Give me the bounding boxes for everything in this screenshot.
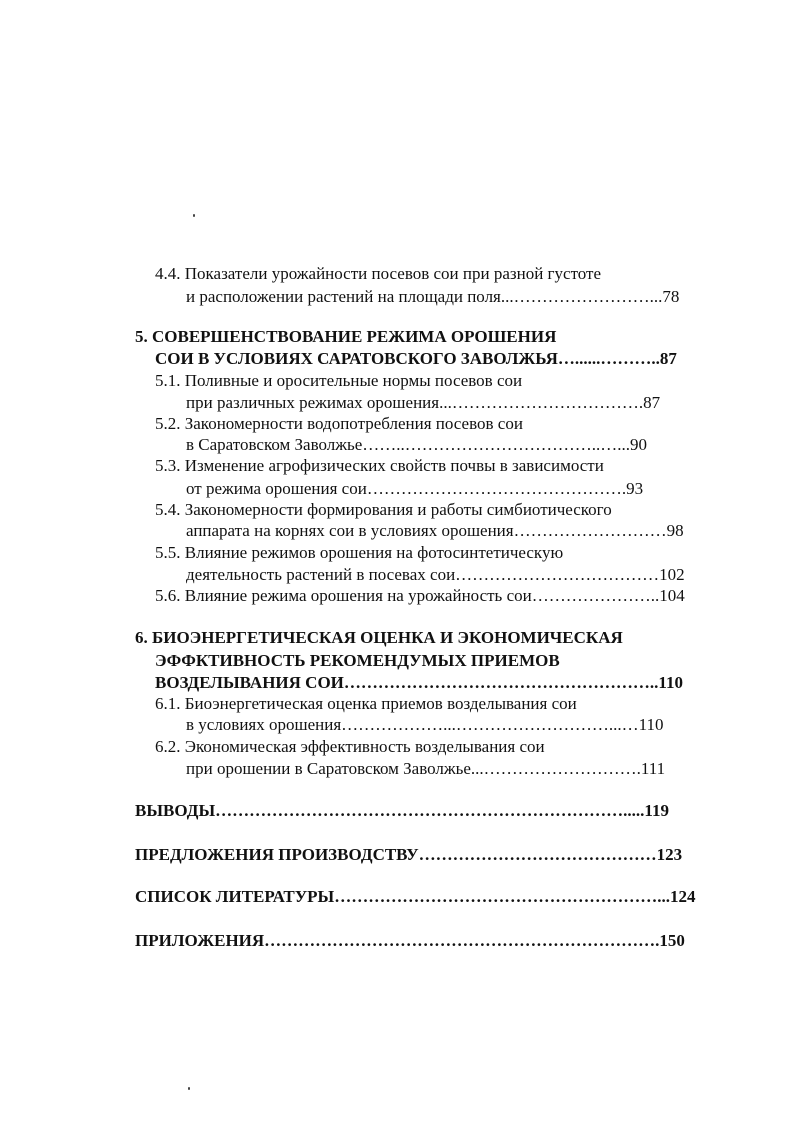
toc-entry-4-4-line1: 4.4. Показатели урожайности посевов сои при разной густоте <box>155 264 602 283</box>
toc-entry-6-2-line1: 6.2. Экономическая эффективность возделывания сои <box>155 737 545 756</box>
toc-entry-5-3-line2: от режима орошения сои……………………………………….93 <box>186 479 644 498</box>
toc-entry-6-1-line1: 6.1. Биоэнергетическая оценка приемов возделывания сои <box>155 694 577 713</box>
toc-entry-5-6: 5.6. Влияние режима орошения на урожайность сои…………………..104 <box>155 586 685 605</box>
toc-chapter-6-line2: ЭФФКТИВНОСТЬ РЕКОМЕНДУМЫХ ПРИЕМОВ <box>155 651 560 670</box>
toc-entry-5-2-line2: в Саратовском Заволжье……..……………………………..…...90 <box>186 435 648 454</box>
toc-appendices: ПРИЛОЖЕНИЯ…………………………………………………………….150 <box>135 931 685 950</box>
toc-entry-5-1-line2: при различных режимах орошения...…………………………….87 <box>186 393 661 412</box>
toc-chapter-5-line1: 5. СОВЕРШЕНСТВОВАНИЕ РЕЖИМА ОРОШЕНИЯ <box>135 327 557 346</box>
toc-entry-5-1-line1: 5.1. Поливные и оросительные нормы посевов сои <box>155 371 523 390</box>
toc-entry-5-3-line1: 5.3. Изменение агрофизических свойств почвы в зависимости <box>155 456 604 475</box>
toc-chapter-6-line1: 6. БИОЭНЕРГЕТИЧЕСКАЯ ОЦЕНКА И ЭКОНОМИЧЕСКАЯ <box>135 628 623 647</box>
toc-entry-4-4-line2: и расположении растений на площади поля...……………………...78 <box>186 287 680 306</box>
toc-proposals: ПРЕДЛОЖЕНИЯ ПРОИЗВОДСТВУ……………………………………123 <box>135 845 683 864</box>
toc-entry-5-4-line1: 5.4. Закономерности формирования и работы симбиотического <box>155 500 612 519</box>
toc-entry-5-2-line1: 5.2. Закономерности водопотребления посевов сои <box>155 414 523 433</box>
toc-entry-5-5-line1: 5.5. Влияние режимов орошения на фотосинтетическую <box>155 543 564 562</box>
toc-conclusions: ВЫВОДЫ……………………………………………………………….....119 <box>135 801 669 820</box>
toc-chapter-6-line3: ВОЗДЕЛЫВАНИЯ СОИ………………………………………………..110 <box>155 673 683 692</box>
toc-chapter-5-line2: СОИ В УСЛОВИЯХ САРАТОВСКОГО ЗАВОЛЖЬЯ…......………..87 <box>155 349 677 368</box>
toc-entry-5-5-line2: деятельность растений в посевах сои………………………………102 <box>186 565 685 584</box>
toc-entry-6-1-line2: в условиях орошения………………...………………………...…110 <box>186 715 664 734</box>
toc-references: СПИСОК ЛИТЕРАТУРЫ…………………………………………………...124 <box>135 887 696 906</box>
toc-entry-6-2-line2: при орошении в Саратовском Заволжье...……………………….111 <box>186 759 666 778</box>
toc-entry-5-4-line2: аппарата на корнях сои в условиях орошения………………………98 <box>186 521 684 540</box>
